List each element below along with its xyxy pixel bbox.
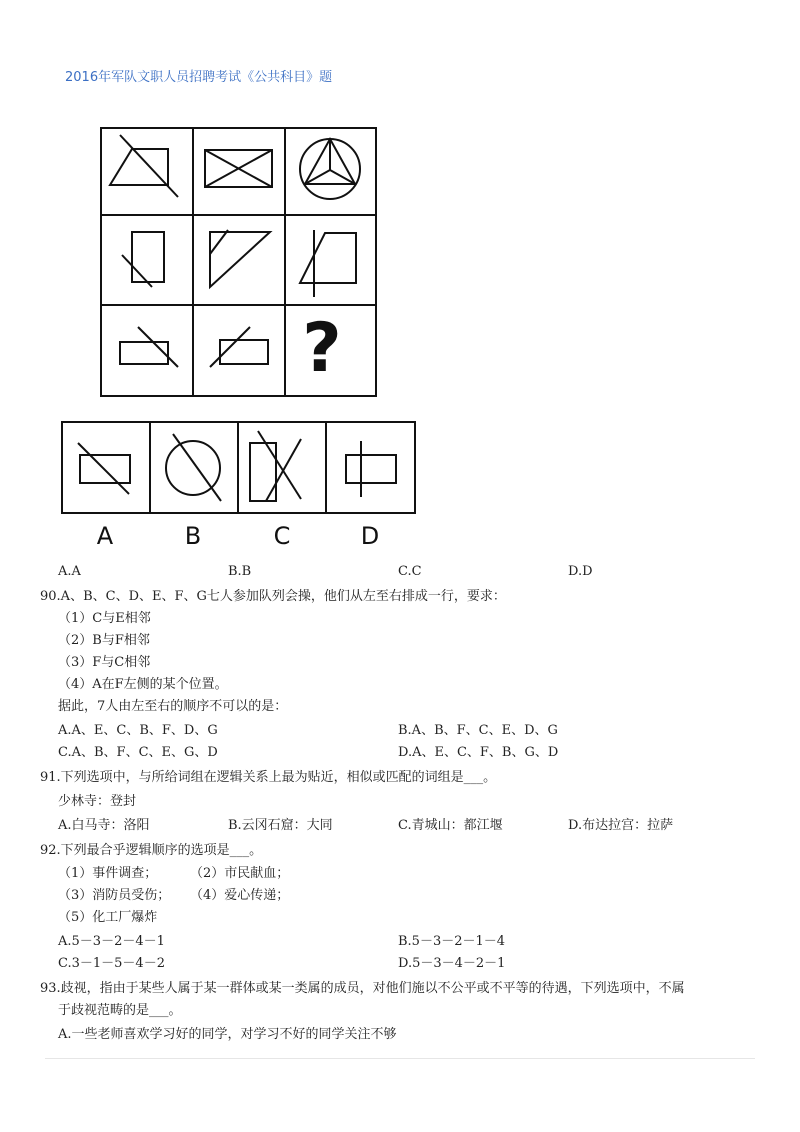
cell-5-triangle-icon xyxy=(210,230,270,287)
q91-answer-d[interactable]: D.布达拉宫：拉萨 xyxy=(568,818,674,833)
q90-condition: （3）F与C相邻 xyxy=(58,655,151,670)
cell-3-circle-triangle-icon xyxy=(300,139,360,199)
q91-given-pair: 少林寺：登封 xyxy=(58,794,137,809)
q92-item: （1）事件调查； xyxy=(58,866,158,881)
q92-answer-b[interactable]: B.5－3－2－1－4 xyxy=(398,934,506,949)
q90-answer-b[interactable]: B.A、B、F、C、E、D、G xyxy=(398,723,558,738)
q89-answer-c[interactable]: C.C xyxy=(398,564,422,579)
q90-condition: （4）A在F左侧的某个位置。 xyxy=(58,677,228,692)
q93-answer-a[interactable]: A.一些老师喜欢学习好的同学，对学习不好的同学关注不够 xyxy=(58,1027,397,1042)
cell-2-envelope-icon xyxy=(205,150,272,187)
option-letter-a: A xyxy=(96,522,114,550)
figure-matrix xyxy=(100,127,378,399)
option-letter-d: D xyxy=(360,522,380,550)
q90-answer-d[interactable]: D.A、E、C、F、B、G、D xyxy=(398,745,559,760)
cell-8-rect-slash-icon xyxy=(210,327,268,367)
option-b-figure-icon xyxy=(166,434,221,501)
cell-1-trapezoid-icon xyxy=(110,135,178,197)
cell-9-question-mark: ? xyxy=(302,309,342,388)
q92-answer-a[interactable]: A.5－3－2－4－1 xyxy=(58,934,165,949)
page-divider xyxy=(45,1058,755,1059)
q89-answer-b[interactable]: B.B xyxy=(228,564,252,579)
q90-answer-a[interactable]: A.A、E、C、B、F、D、G xyxy=(58,723,218,738)
q92-answer-d[interactable]: D.5－3－4－2－1 xyxy=(398,956,506,971)
option-letter-b: B xyxy=(184,522,202,550)
q90-prompt: 据此，7人由左至右的顺序不可以的是： xyxy=(58,699,288,714)
option-letter-c: C xyxy=(273,522,291,550)
figure-options xyxy=(61,421,417,515)
page-header-title: 2016年军队文职人员招聘考试《公共科目》题 xyxy=(65,70,333,85)
q91-answer-a[interactable]: A.白马寺：洛阳 xyxy=(58,818,150,833)
q93-stem-continued: 于歧视范畴的是___。 xyxy=(58,1003,182,1018)
q90-stem: 90.A、B、C、D、E、F、G七人参加队列会操，他们从左至右排成一行，要求： xyxy=(40,589,506,604)
q93-stem: 93.歧视，指由于某些人属于某一群体或某一类属的成员，对他们施以不公平或不平等的待遇，下列选项中，不属 xyxy=(40,981,685,996)
option-a-figure-icon xyxy=(78,443,130,494)
q89-answer-d[interactable]: D.D xyxy=(568,564,593,579)
q90-condition: （1）C与E相邻 xyxy=(58,611,151,626)
q92-item: （2）市民献血； xyxy=(190,866,290,881)
q91-answer-b[interactable]: B.云冈石窟：大同 xyxy=(228,818,333,833)
q92-stem: 92.下列最合乎逻辑顺序的选项是___。 xyxy=(40,843,263,858)
q92-answer-c[interactable]: C.3－1－5－4－2 xyxy=(58,956,165,971)
cell-6-trapezoid-line-icon xyxy=(300,230,356,297)
option-d-figure-icon xyxy=(346,441,396,497)
q90-answer-c[interactable]: C.A、B、F、C、E、G、D xyxy=(58,745,218,760)
q91-stem: 91.下列选项中，与所给词组在逻辑关系上最为贴近，相似或匹配的词组是___。 xyxy=(40,770,497,785)
q89-answer-a[interactable]: A.A xyxy=(58,564,81,579)
q92-item: （3）消防员受伤； xyxy=(58,888,171,903)
cell-7-rect-slash-icon xyxy=(120,327,178,367)
q90-condition: （2）B与F相邻 xyxy=(58,633,150,648)
option-c-figure-icon xyxy=(250,431,301,501)
q92-item: （5）化工厂爆炸 xyxy=(58,910,158,925)
q92-item: （4）爱心传递； xyxy=(190,888,290,903)
cell-4-rect-line-icon xyxy=(122,232,164,287)
q91-answer-c[interactable]: C.青城山：都江堰 xyxy=(398,818,503,833)
